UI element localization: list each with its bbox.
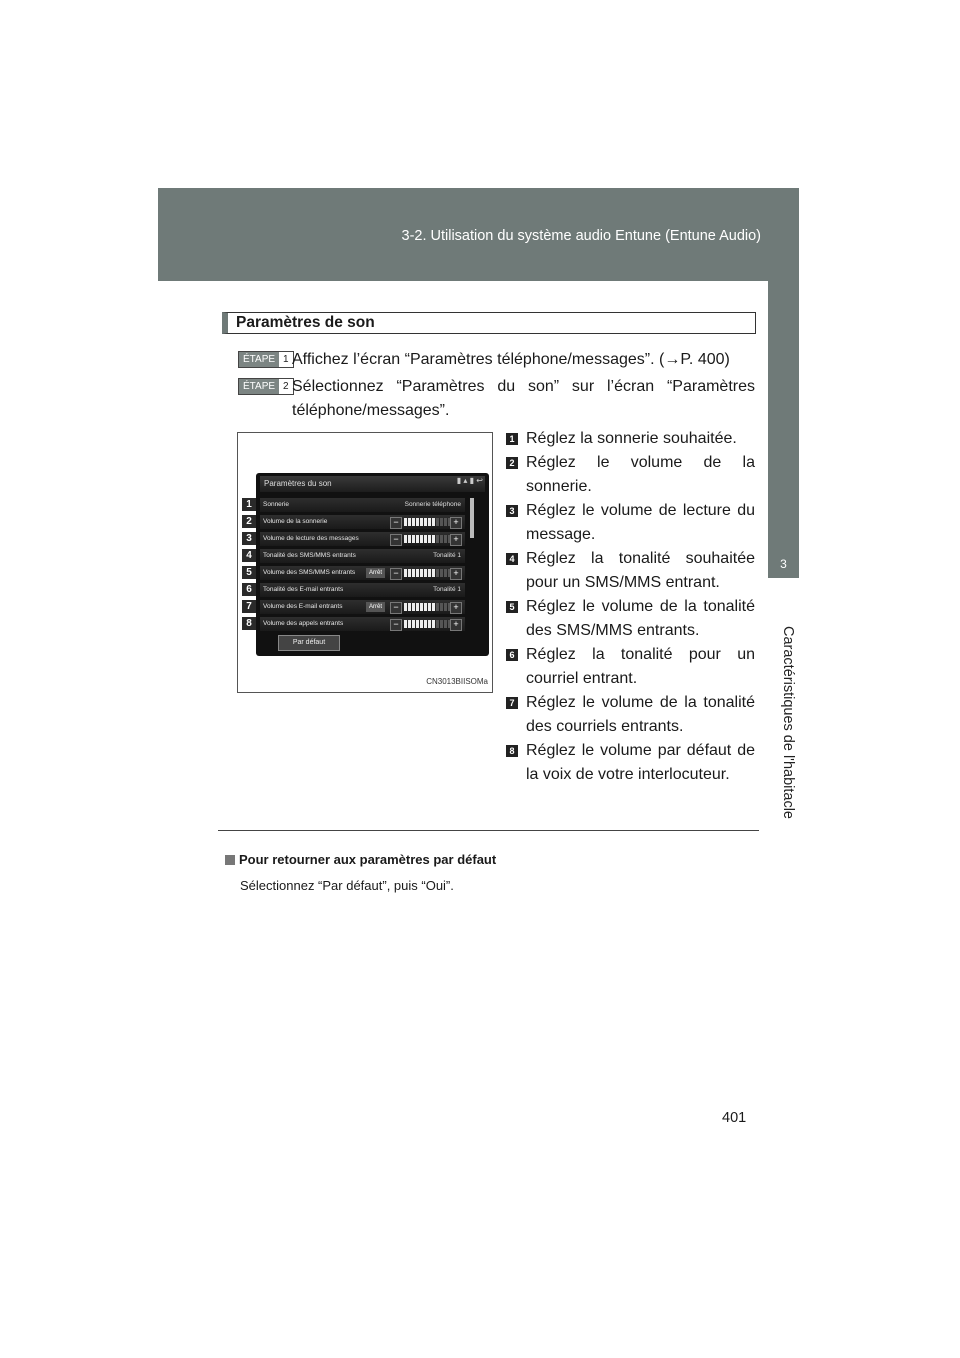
volume-bar	[404, 603, 451, 611]
stop-button: Arrêt	[366, 568, 385, 578]
item-text: Réglez le volume par défaut de la voix de votre interlocuteur.	[526, 742, 755, 783]
scrollbar	[470, 498, 474, 538]
item-number-badge: 8	[506, 745, 518, 757]
side-tab	[768, 281, 799, 1358]
callout-number: 5	[242, 566, 256, 579]
default-button: Par défaut	[278, 635, 340, 651]
list-item	[506, 499, 755, 547]
list-item	[506, 691, 755, 739]
volume-bar	[404, 518, 451, 526]
screen-row	[260, 498, 465, 512]
screen-row	[260, 532, 465, 546]
status-icons: ▮ ▴ ▮ ↩	[456, 476, 483, 485]
item-number-badge: 7	[506, 697, 518, 709]
section-title: Paramètres de son	[222, 312, 756, 334]
device-screen	[256, 473, 489, 656]
screen-row-label: Volume de la sonnerie	[263, 518, 328, 525]
image-code: CN3013BIISOMa	[426, 677, 488, 686]
screen-row	[260, 617, 465, 631]
item-text: Réglez la tonalité pour un courriel entrant.	[526, 646, 755, 687]
screen-row	[260, 549, 465, 563]
list-item	[506, 595, 755, 643]
note-body: Sélectionnez “Par défaut”, puis “Oui”.	[240, 878, 454, 893]
screenshot-figure	[237, 432, 493, 693]
chapter-side-label: Caractéristiques de l'habitacle	[780, 626, 796, 819]
page-number: 401	[722, 1110, 747, 1126]
minus-icon: −	[390, 602, 402, 614]
item-list	[506, 427, 755, 787]
item-text: Réglez le volume de la sonnerie.	[526, 454, 755, 495]
item-text: Réglez le volume de la tonalité des courriels entrants.	[526, 694, 755, 735]
item-text: Réglez le volume de la tonalité des SMS/MMS entrants.	[526, 598, 755, 639]
step-1-text: Affichez l’écran “Paramètres téléphone/messages”. (→P. 400)	[292, 351, 730, 368]
note-heading: Pour retourner aux paramètres par défaut	[225, 852, 496, 867]
callout-number: 2	[242, 515, 256, 528]
list-item	[506, 427, 755, 451]
screen-row	[260, 583, 465, 597]
list-item	[506, 547, 755, 595]
screen-title: Paramètres du son	[260, 476, 485, 492]
screen-row	[260, 515, 465, 529]
callout-number: 4	[242, 549, 256, 562]
item-number-badge: 6	[506, 649, 518, 661]
screen-row-label: Volume des E-mail entrants	[263, 603, 343, 610]
minus-icon: −	[390, 619, 402, 631]
screen-row-label: Volume de lecture des messages	[263, 535, 359, 542]
header-band	[158, 188, 799, 281]
item-number-badge: 4	[506, 553, 518, 565]
list-item	[506, 739, 755, 787]
step-2	[238, 375, 300, 399]
volume-bar	[404, 569, 451, 577]
plus-icon: +	[450, 517, 462, 529]
screen-row-label: Volume des appels entrants	[263, 620, 344, 627]
square-bullet-icon	[225, 855, 235, 865]
screen-row-label: Volume des SMS/MMS entrants	[263, 569, 356, 576]
item-number-badge: 3	[506, 505, 518, 517]
callout-number: 3	[242, 532, 256, 545]
screen-row-label: Sonnerie	[263, 501, 290, 508]
screen-row-value: Sonnerie téléphone	[404, 501, 461, 508]
screen-row-value: Tonalité 1	[433, 552, 461, 559]
volume-bar	[404, 620, 451, 628]
step-badge: ÉTAPE 2	[238, 378, 294, 395]
minus-icon: −	[390, 534, 402, 546]
step-1	[238, 348, 300, 372]
list-item	[506, 451, 755, 499]
chapter-number-box	[768, 281, 799, 578]
stop-button: Arrêt	[366, 602, 385, 612]
plus-icon: +	[450, 602, 462, 614]
volume-bar	[404, 535, 451, 543]
screen-row	[260, 600, 465, 614]
item-text: Réglez la sonnerie souhaitée.	[526, 430, 737, 447]
step-badge: ÉTAPE 1	[238, 351, 294, 368]
item-number-badge: 1	[506, 433, 518, 445]
chapter-title: 3-2. Utilisation du système audio Entune (Entune Audio)	[401, 228, 761, 244]
item-text: Réglez la tonalité souhaitée pour un SMS/MMS entrant.	[526, 550, 755, 591]
item-number-badge: 2	[506, 457, 518, 469]
plus-icon: +	[450, 568, 462, 580]
callout-number: 8	[242, 617, 256, 630]
list-item	[506, 643, 755, 691]
item-text: Réglez le volume de lecture du message.	[526, 502, 755, 543]
callout-number: 1	[242, 498, 256, 511]
screen-row-value: Tonalité 1	[433, 586, 461, 593]
callout-number: 6	[242, 583, 256, 596]
screen-row-label: Tonalité des E-mail entrants	[263, 586, 344, 593]
callout-number: 7	[242, 600, 256, 613]
item-number-badge: 5	[506, 601, 518, 613]
chapter-number: 3	[780, 557, 787, 571]
divider	[218, 830, 759, 831]
plus-icon: +	[450, 534, 462, 546]
plus-icon: +	[450, 619, 462, 631]
screen-row-label: Tonalité des SMS/MMS entrants	[263, 552, 356, 559]
step-2-text: Sélectionnez “Paramètres du son” sur l’écran “Paramètres téléphone/messages”.	[292, 378, 755, 419]
minus-icon: −	[390, 517, 402, 529]
minus-icon: −	[390, 568, 402, 580]
screen-row	[260, 566, 465, 580]
